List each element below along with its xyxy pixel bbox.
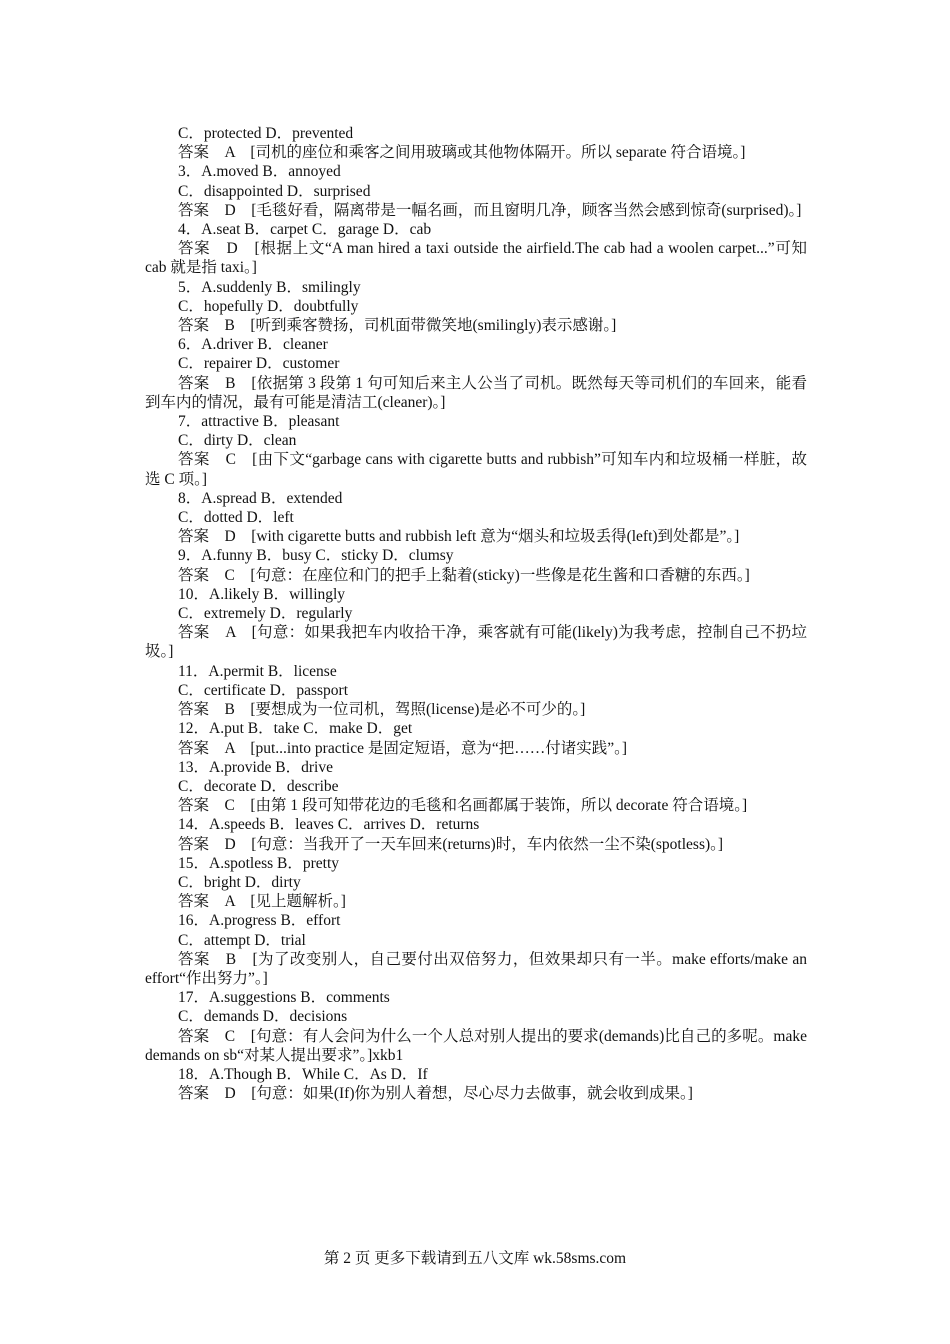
question-options: 5．A.suddenly B．smilingly <box>178 278 361 296</box>
question-options: 16．A.progress B．effort <box>178 912 341 930</box>
question-options: 17．A.suggestions B．comments <box>178 989 390 1007</box>
question-options: C．demands D．decisions <box>178 1008 348 1026</box>
answer-explanation: 答案 D [句意：如果(If)你为别人着想，尽心尽力去做事，就会收到成果。] <box>178 1085 693 1103</box>
answer-explanation: 答案 C [由第 1 段可知带花边的毛毯和名画都属于装饰，所以 decorate 符合语境。] <box>178 797 748 815</box>
question-options: C．extremely D．regularly <box>178 605 353 623</box>
answer-explanation: 答案 D [毛毯好看，隔离带是一幅名画，而且窗明几净，顾客当然会感到惊奇(surprised)。] <box>178 201 802 219</box>
answer-explanation: 答案 B [要想成为一位司机，驾照(license)是必不可少的。] <box>178 701 586 719</box>
question-options: 8．A.spread B．extended <box>178 489 343 507</box>
question-options: C．repairer D．customer <box>178 355 340 373</box>
answer-explanation: 答案 A [司机的座位和乘客之间用玻璃或其他物体隔开。所以 separate 符合语境。] <box>178 144 746 162</box>
answer-explanation: 答案 A [见上题解析。] <box>178 893 346 911</box>
question-options: C．dotted D．left <box>178 509 294 527</box>
question-options: C．bright D．dirty <box>178 873 301 891</box>
document-body <box>145 124 807 1103</box>
question-options: C．decorate D．describe <box>178 777 339 795</box>
question-options: 14．A.speeds B．leaves C．arrives D．returns <box>178 816 480 834</box>
question-options: C．hopefully D．doubtfully <box>178 297 359 315</box>
answer-explanation: 答案 B [听到乘客赞扬，司机面带微笑地(smilingly)表示感谢。] <box>178 317 617 335</box>
question-options: 12．A.put B．take C．make D．get <box>178 720 413 738</box>
answer-explanation: 答案 D [句意：当我开了一天车回来(returns)时，车内依然一尘不染(spotless)。] <box>178 835 724 853</box>
answer-explanation: 答案 D [with cigarette butts and rubbish left 意为“烟头和垃圾丢得(left)到处都是”。] <box>178 528 740 546</box>
question-options: 3．A.moved B．annoyed <box>178 163 341 181</box>
question-options: 9．A.funny B．busy C．sticky D．clumsy <box>178 547 454 565</box>
question-options: C．protected D．prevented <box>178 125 354 142</box>
question-options: 6．A.driver B．cleaner <box>178 336 328 354</box>
question-options: 15．A.spotless B．pretty <box>178 854 340 872</box>
answer-explanation: 答案 B [为了改变别人，自己要付出双倍努力，但效果却只有一半。make efforts/make an effort“作出努力”。] <box>145 950 807 987</box>
question-options: 11．A.permit B．license <box>178 662 337 680</box>
question-options: 7．attractive B．pleasant <box>178 413 340 431</box>
question-options: C．certificate D．passport <box>178 681 349 699</box>
answer-explanation: 答案 C [句意：有人会问为什么一个人总对别人提出的要求(demands)比自己的多呢。make demands on sb“对某人提出要求”。]xkb1 <box>145 1027 807 1064</box>
question-options: C．dirty D．clean <box>178 432 297 450</box>
answer-explanation: 答案 A [句意：如果我把车内收拾干净，乘客就有可能(likely)为我考虑，控制自己不扔垃圾。] <box>145 624 807 661</box>
question-options: 10．A.likely B．willingly <box>178 585 346 603</box>
question-options: C．disappointed D．surprised <box>178 182 371 200</box>
question-options: C．attempt D．trial <box>178 931 306 949</box>
question-options: 18．A.Though B．While C．As D．If <box>178 1065 428 1083</box>
answer-explanation: 答案 A [put...into practice 是固定短语，意为“把……付诸实践”。] <box>178 739 628 757</box>
question-options: 13．A.provide B．drive <box>178 758 333 776</box>
answer-explanation: 答案 B [依据第 3 段第 1 句可知后来主人公当了司机。既然每天等司机们的车回来，能看到车内的情况，最有可能是清洁工(cleaner)。] <box>145 374 807 411</box>
page-footer: 第 2 页 更多下载请到五八文库 wk.58sms.com <box>323 1250 627 1267</box>
question-options: 4．A.seat B．carpet C．garage D．cab <box>178 221 432 239</box>
answer-explanation: 答案 D [根据上文“A man hired a taxi outside the airfield.The cab had a woolen carpet...”可知 cab 就是指 taxi。] <box>145 240 807 277</box>
answer-explanation: 答案 C [由下文“garbage cans with cigarette butts and rubbish”可知车内和垃圾桶一样脏，故选 C 项。] <box>145 451 807 488</box>
answer-explanation: 答案 C [句意：在座位和门的把手上黏着(sticky)一些像是花生酱和口香糖的东西。] <box>178 566 750 584</box>
